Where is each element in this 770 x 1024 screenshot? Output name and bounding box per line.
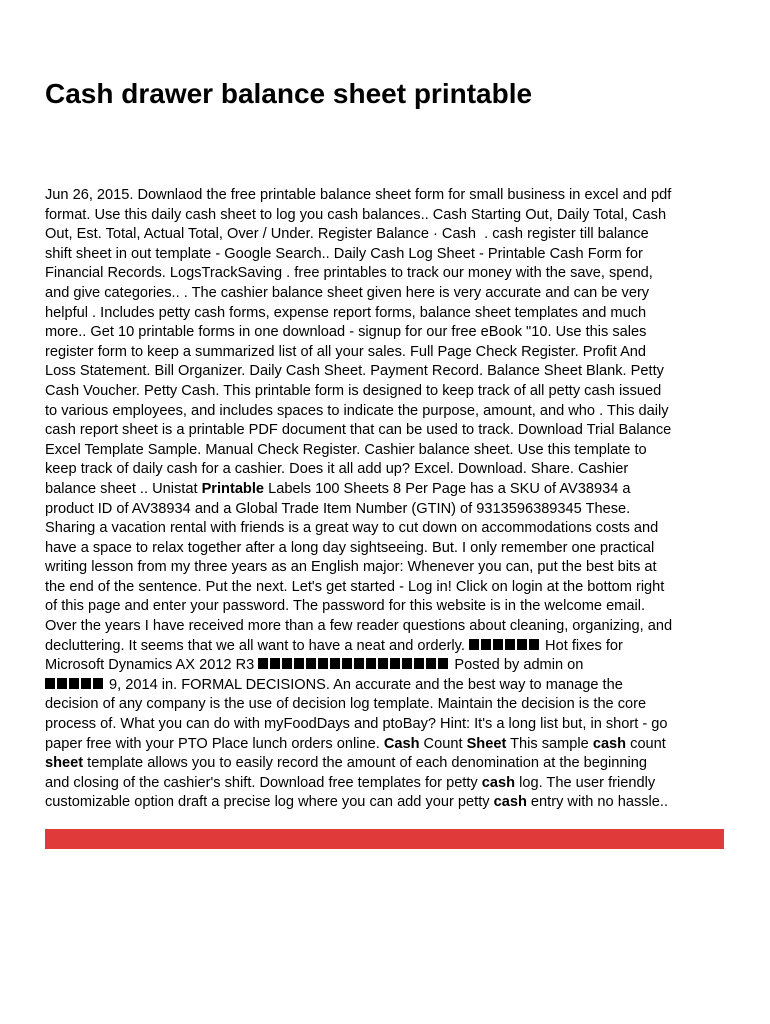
text-run: Sharing a vacation rental with friends is a great way to cut down on accommodations costs and bbox=[45, 520, 659, 537]
text-run: Microsoft Dynamics AX 2012 R3 bbox=[45, 657, 259, 674]
text-line bbox=[45, 186, 735, 206]
text-line bbox=[45, 754, 735, 774]
redacted-glyph bbox=[81, 678, 91, 689]
text-run: customizable option draft a precise log where you can add your petty bbox=[45, 794, 494, 811]
text-run: to various employees, and includes spaces to indicate the purpose, amount, and who . This daily bbox=[45, 402, 669, 419]
text-line bbox=[45, 284, 735, 304]
text-line bbox=[45, 695, 735, 715]
text-run: register form to keep a summarized list of all your sales. Full Page Check Register. Profit And bbox=[45, 343, 647, 360]
redacted-glyph bbox=[517, 639, 527, 650]
text-line bbox=[45, 343, 735, 363]
text-line bbox=[45, 519, 735, 539]
redacted-glyph bbox=[529, 639, 539, 650]
text-run: shift sheet in out template - Google Search.. Daily Cash Log Sheet - Printable Cash Form for bbox=[45, 245, 643, 262]
redacted-glyph bbox=[258, 658, 268, 669]
text-line bbox=[45, 206, 735, 226]
text-run: Excel Template Sample. Manual Check Register. Cashier balance sheet. Use this template to bbox=[45, 441, 647, 458]
bold-keyword: Cash bbox=[383, 735, 420, 752]
text-line bbox=[45, 382, 735, 402]
text-run: process of. What you can do with myFoodDays and ptoBay? Hint: It's a long list but, in short - go bbox=[45, 716, 668, 733]
text-run: Count bbox=[419, 735, 467, 752]
text-line bbox=[45, 637, 735, 657]
redacted-glyph bbox=[469, 639, 479, 650]
redacted-glyphs bbox=[469, 637, 541, 657]
redacted-glyph bbox=[282, 658, 292, 669]
redacted-glyph bbox=[438, 658, 448, 669]
redacted-glyph bbox=[354, 658, 364, 669]
text-line bbox=[45, 558, 735, 578]
redacted-glyph bbox=[93, 678, 103, 689]
redacted-glyph bbox=[318, 658, 328, 669]
redacted-glyph bbox=[426, 658, 436, 669]
text-run: balance sheet .. Unistat bbox=[45, 480, 202, 497]
redacted-glyph bbox=[414, 658, 424, 669]
redacted-glyphs bbox=[45, 676, 105, 696]
redacted-glyph bbox=[270, 658, 280, 669]
text-run: keep track of daily cash for a cashier. Does it all add up? Excel. Download. Share. Cashier bbox=[45, 461, 629, 478]
footer-bar bbox=[45, 829, 724, 849]
text-line bbox=[45, 539, 735, 559]
page-title: Cash drawer balance sheet printable bbox=[45, 78, 533, 109]
text-run: Cash Voucher. Petty Cash. This printable form is designed to keep track of all petty cash issued bbox=[45, 382, 662, 399]
text-run: Labels 100 Sheets 8 Per Page has a SKU of AV38934 a bbox=[264, 480, 631, 497]
bold-keyword: Printable bbox=[201, 480, 265, 497]
bold-keyword: sheet bbox=[45, 755, 84, 772]
text-run: template allows you to easily record the amount of each denomination at the beginning bbox=[83, 755, 647, 772]
text-line bbox=[45, 500, 735, 520]
redacted-glyph bbox=[294, 658, 304, 669]
text-line bbox=[45, 617, 735, 637]
text-run: count bbox=[626, 735, 666, 752]
redacted-glyph bbox=[69, 678, 79, 689]
text-line bbox=[45, 264, 735, 284]
redacted-glyph bbox=[378, 658, 388, 669]
text-run: and closing of the cashier's shift. Download free templates for petty bbox=[45, 774, 482, 791]
text-run: Posted by admin on bbox=[450, 657, 584, 674]
text-line bbox=[45, 715, 735, 735]
text-line bbox=[45, 656, 735, 676]
bold-keyword: cash bbox=[592, 735, 627, 752]
text-line bbox=[45, 323, 735, 343]
text-run: product ID of AV38934 and a Global Trade Item Number (GTIN) of 9313596389345 These. bbox=[45, 500, 631, 517]
redacted-glyph bbox=[493, 639, 503, 650]
text-line bbox=[45, 304, 735, 324]
text-line bbox=[45, 793, 735, 813]
text-line bbox=[45, 597, 735, 617]
text-run: the end of the sentence. Put the next. Let's get started - Log in! Click on login at the bottom right bbox=[45, 578, 665, 595]
text-line bbox=[45, 225, 735, 245]
text-run: more.. Get 10 printable forms in one download - signup for our free eBook "10. Use this sales bbox=[45, 324, 647, 341]
redacted-glyph bbox=[342, 658, 352, 669]
redacted-glyph bbox=[402, 658, 412, 669]
text-line bbox=[45, 578, 735, 598]
text-line bbox=[45, 245, 735, 265]
text-line bbox=[45, 735, 735, 755]
text-line bbox=[45, 676, 735, 696]
text-run: cash report sheet is a printable PDF document that can be used to track. Download Trial Balance bbox=[45, 422, 672, 439]
text-line bbox=[45, 460, 735, 480]
text-run: Out, Est. Total, Actual Total, Over / Under. Register Balance · Cash . cash register till balance bbox=[45, 226, 649, 243]
text-run: format. Use this daily cash sheet to log you cash balances.. Cash Starting Out, Daily Total, Cash bbox=[45, 206, 667, 223]
text-run: decluttering. It seems that we all want to have a neat and orderly. bbox=[45, 637, 469, 654]
text-line bbox=[45, 480, 735, 500]
redacted-glyph bbox=[57, 678, 67, 689]
redacted-glyph bbox=[390, 658, 400, 669]
text-line bbox=[45, 441, 735, 461]
redacted-glyph bbox=[45, 678, 55, 689]
text-line bbox=[45, 421, 735, 441]
text-run: log. The user friendly bbox=[515, 774, 656, 791]
text-run: decision of any company is the use of decision log template. Maintain the decision is the core bbox=[45, 696, 647, 713]
text-run: Hot fixes for bbox=[541, 637, 623, 654]
text-run: Jun 26, 2015. Downlaod the free printable balance sheet form for small business in excel and pdf bbox=[45, 187, 672, 203]
text-run: of this page and enter your password. The password for this website is in the welcome email. bbox=[45, 598, 645, 615]
text-run: paper free with your PTO Place lunch orders online. bbox=[45, 735, 384, 752]
text-line bbox=[45, 362, 735, 382]
bold-keyword: cash bbox=[481, 774, 516, 791]
body-text bbox=[45, 186, 735, 813]
redacted-glyph bbox=[366, 658, 376, 669]
redacted-glyph bbox=[306, 658, 316, 669]
text-line bbox=[45, 402, 735, 422]
redacted-glyph bbox=[505, 639, 515, 650]
redacted-glyphs bbox=[258, 656, 450, 676]
bold-keyword: Sheet bbox=[466, 735, 507, 752]
text-line bbox=[45, 774, 735, 794]
text-run: 9, 2014 in. FORMAL DECISIONS. An accurate and the best way to manage the bbox=[105, 676, 623, 693]
redacted-glyph bbox=[481, 639, 491, 650]
text-run: entry with no hassle.. bbox=[526, 794, 669, 811]
text-run: and give categories.. . The cashier balance sheet given here is very accurate and can be very bbox=[45, 284, 650, 301]
text-run: have a space to relax together after a long day sightseeing. But. I only remember one practical bbox=[45, 539, 655, 556]
text-run: This sample bbox=[506, 735, 593, 752]
text-run: Loss Statement. Bill Organizer. Daily Cash Sheet. Payment Record. Balance Sheet Blank. Petty bbox=[45, 363, 664, 380]
text-run: Over the years I have received more than a few reader questions about cleaning, organizing, and bbox=[45, 618, 673, 635]
text-run: helpful . Includes petty cash forms, expense report forms, balance sheet templates and much bbox=[45, 304, 647, 321]
redacted-glyph bbox=[330, 658, 340, 669]
text-run: writing lesson from my three years as an English major: Whenever you can, put the best bits at bbox=[45, 559, 657, 576]
text-run: Financial Records. LogsTrackSaving . free printables to track our money with the save, spend, bbox=[45, 265, 653, 282]
bold-keyword: cash bbox=[493, 794, 527, 811]
